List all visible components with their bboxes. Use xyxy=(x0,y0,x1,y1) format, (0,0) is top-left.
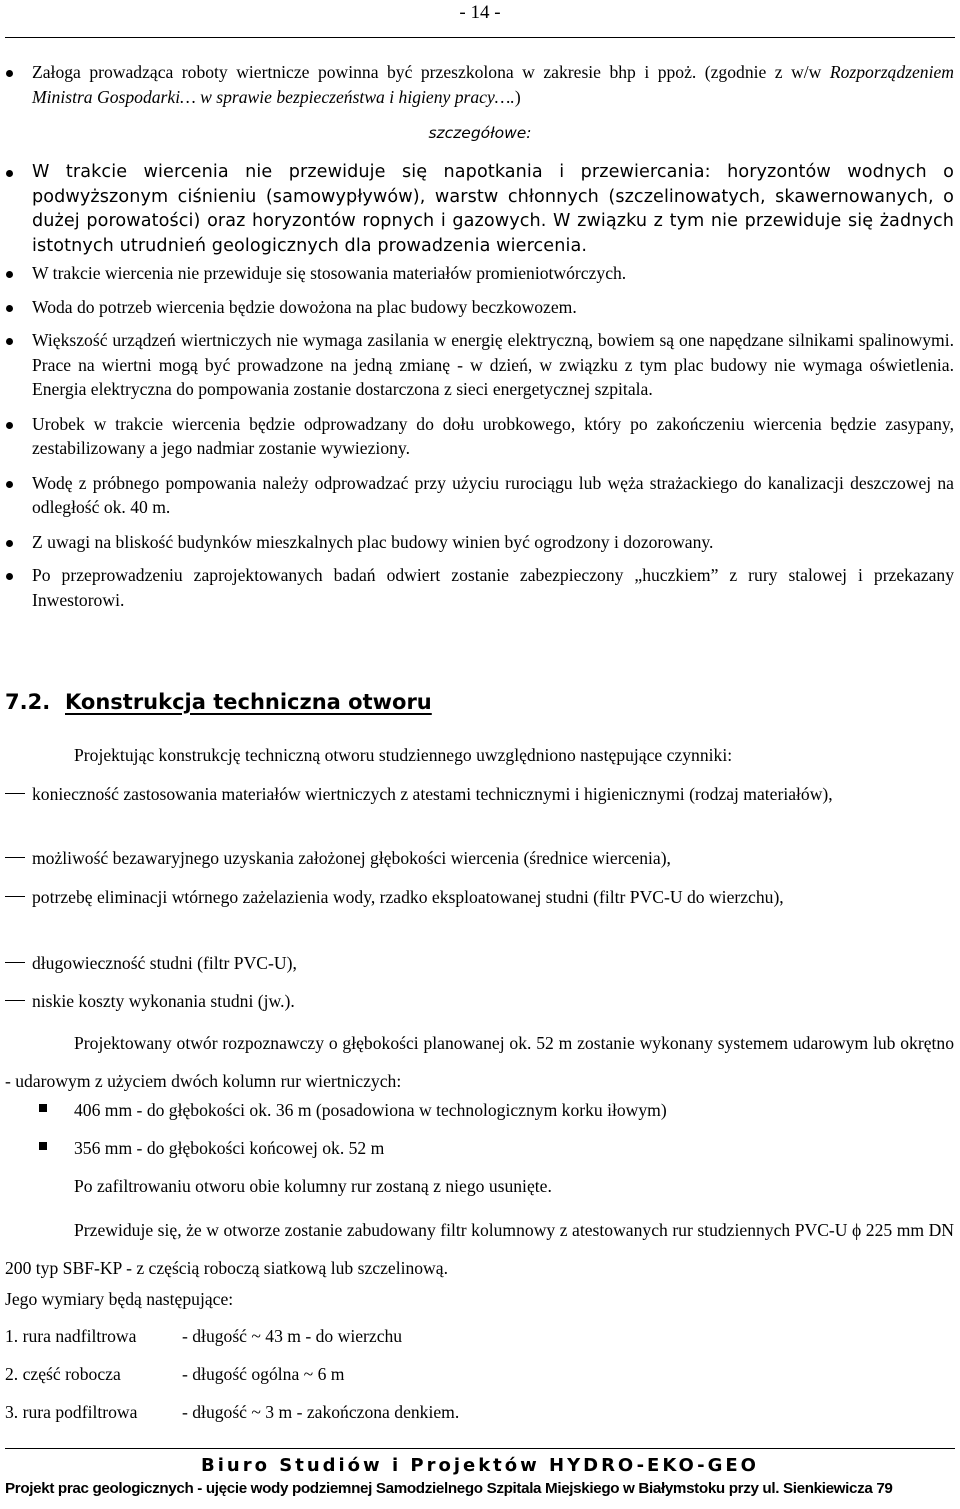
dash-icon xyxy=(5,962,25,963)
list-item xyxy=(0,950,954,976)
section-number: 7.2. xyxy=(5,690,51,714)
list-item-text: potrzebę eliminacji wtórnego zażelazienia wody, rzadko eksploatowanej studni (filtr PVC-U do wierzchu), xyxy=(32,887,784,907)
list-item-text: Urobek w trakcie wiercenia będzie odprowadzany do dołu urobkowego, który po zakończeniu wiercenia będzie zasypany, zestabilizowany a jego nadmiar zostanie wywieziony. xyxy=(32,413,954,458)
list-item xyxy=(0,845,954,871)
bullet-icon xyxy=(6,481,13,488)
dash-icon xyxy=(5,896,25,897)
list-item-text: 406 mm - do głębokości ok. 36 m (posadowiona w technologicznym korku iłowym) xyxy=(74,1100,667,1120)
bullet-icon xyxy=(6,70,13,77)
list-item-text: 356 mm - do głębokości końcowej ok. 52 m xyxy=(74,1138,385,1158)
bullet-icon xyxy=(6,305,13,312)
subheading: szczegółowe: xyxy=(428,124,532,142)
square-bullet-icon xyxy=(39,1142,47,1150)
paragraph-filter: Przewiduje się, że w otworze zostanie zabudowany filtr kolumnowy z atestowanych rur studziennych PVC-U ϕ 225 mm DN 200 typ SBF-KP - z częścią roboczą siatkową lub szczelinową. xyxy=(5,1220,954,1278)
list-item-text: długowieczność studni (filtr PVC-U), xyxy=(32,953,297,973)
list-item-text: Wodę z próbnego pompowania należy odprowadzać przy użyciu rurociągu lub węża strażackiego do kanalizacji deszczowej na odległość ok. 40 m. xyxy=(32,472,954,517)
dash-icon xyxy=(5,793,25,794)
dash-icon xyxy=(5,1000,25,1001)
list-item xyxy=(0,261,960,286)
bullet-icon xyxy=(6,271,13,278)
text-run: ) xyxy=(514,86,521,107)
list-item-text: możliwość bezawaryjnego uzyskania założonej głębokości wiercenia (średnice wiercenia), xyxy=(32,848,671,868)
dimension-row xyxy=(5,1324,402,1348)
dimension-value: - długość ogólna ~ 6 m xyxy=(182,1364,345,1384)
dimension-label: 3. rura podfiltrowa xyxy=(5,1402,138,1422)
list-item xyxy=(0,328,960,402)
dimension-label: 1. rura nadfiltrowa xyxy=(5,1326,137,1346)
page-number: - 14 - xyxy=(459,2,501,23)
footer-company: Biuro Studiów i Projektów HYDRO-EKO-GEO xyxy=(201,1455,759,1476)
bullet-list-top xyxy=(0,60,960,109)
list-item xyxy=(0,1098,667,1122)
list-item xyxy=(0,781,954,807)
square-bullet-icon xyxy=(39,1104,47,1112)
list-item-text: niskie koszty wykonania studni (jw.). xyxy=(32,991,295,1011)
list-item-text: Po przeprowadzeniu zaprojektowanych badań odwiert zostanie zabezpieczony „huczkiem” z rury stalowej i przekazany Inwestorowi. xyxy=(32,565,954,610)
list-item-text: W trakcie wiercenia nie przewiduje się napotkania i przewiercania: horyzontów wodnych o podwyższonym ciśnieniu (samowypływów), warstw chłonnych (szczelinowatych, skawernowanych, o dużej porowatości) oraz horyzontów ropnych i gazowych. W związku z tym nie przewiduje się żadnych istotnych utrudnień geologicznych dla prowadzenia wiercenia. xyxy=(32,162,954,256)
footer-project: Projekt prac geologicznych - ujęcie wody podziemnej Samodzielnego Szpitala Miejskiego w Białymstoku przy ul. Sienkiewicza 79 xyxy=(5,1480,893,1497)
bullet-list-main xyxy=(0,160,960,612)
list-item xyxy=(0,295,960,320)
dash-icon xyxy=(5,857,25,858)
list-item xyxy=(0,1136,384,1160)
text-run: Załoga prowadząca roboty wiertnicze powinna być przeszkolona w zakresie bhp i ppoż. (zgodnie z w/w xyxy=(32,62,830,82)
list-item xyxy=(0,530,960,555)
list-item xyxy=(0,884,954,910)
text-run-italic: Rozporządzeniem Ministra Gospodarki… w sprawie bezpieczeństwa i higieny pracy…. xyxy=(32,62,954,107)
dimension-value: - długość ~ 43 m - do wierzchu xyxy=(182,1326,403,1346)
list-item xyxy=(0,563,960,612)
bullet-icon xyxy=(6,422,13,429)
dimension-row xyxy=(5,1400,459,1424)
paragraph-filter-removal: Po zafiltrowaniu otworu obie kolumny rur zostaną z niego usunięte. xyxy=(74,1176,552,1196)
paragraph-projected-borehole: Projektowany otwór rozpoznawczy o głębokości planowanej ok. 52 m zostanie wykonany systemem udarowym lub okrętno - udarowym z użyciem dwóch kolumn rur wiertniczych: xyxy=(5,1033,954,1091)
bullet-icon xyxy=(6,338,13,345)
bullet-icon xyxy=(6,540,13,547)
list-item-text: W trakcie wiercenia nie przewiduje się stosowania materiałów promieniotwórczych. xyxy=(32,263,627,283)
footer-divider xyxy=(5,1448,955,1449)
list-item-text: Z uwagi na bliskość budynków mieszkalnych plac budowy winien być ogrodzony i dozorowany. xyxy=(32,531,714,552)
list-item-text: Woda do potrzeb wiercenia będzie dowożona na plac budowy beczkowozem. xyxy=(32,296,577,317)
section-heading xyxy=(5,690,432,714)
list-item-text: konieczność zastosowania materiałów wiertniczych z atestami technicznymi i higienicznymi (rodzaj materiałów), xyxy=(32,784,833,804)
list-item xyxy=(0,160,960,258)
section-title: Konstrukcja techniczna otworu xyxy=(65,690,432,714)
dimension-value: - długość ~ 3 m - zakończona denkiem. xyxy=(182,1402,460,1422)
list-item-text: Większość urządzeń wiertniczych nie wymaga zasilania w energię elektryczną, bowiem są one napędzane silnikami spalinowymi. Prace na wiertni mogą być prowadzone na jedną zmianę - w dzień, w związku z tym plac budowy nie wymaga oświetlenia. Energia elektryczna do pompowania zostanie dostarczona z sieci energetycznej szpitala. xyxy=(32,330,954,399)
intro-paragraph: Projektując konstrukcję techniczną otworu studziennego uwzględniono następujące czynniki: xyxy=(74,745,733,765)
dimensions-heading: Jego wymiary będą następujące: xyxy=(5,1289,234,1309)
bullet-icon xyxy=(6,170,13,177)
dimension-row xyxy=(5,1362,344,1386)
bullet-icon xyxy=(6,573,13,580)
list-item xyxy=(0,988,954,1014)
dimension-label: 2. część robocza xyxy=(5,1364,121,1384)
list-item xyxy=(0,412,960,461)
header-divider xyxy=(5,37,955,38)
list-item xyxy=(0,60,960,109)
list-item xyxy=(0,471,960,520)
